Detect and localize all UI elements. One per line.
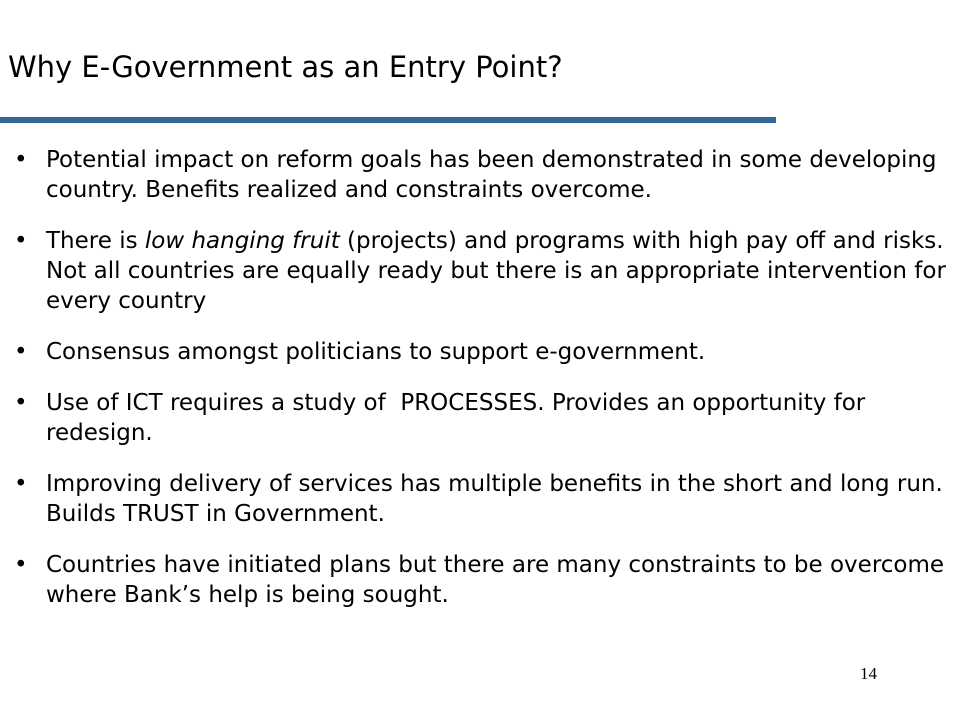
- bullet-text: Potential impact on reform goals has been demonstrated in some developing country. Benefits realized and constraints overcome.: [46, 147, 937, 203]
- bullet-text: Improving delivery of services has multiple benefits in the short and long run. Builds TRUST in Government.: [46, 471, 943, 527]
- title-underline-rule: [0, 117, 776, 123]
- bullet-item: [14, 226, 954, 316]
- bullet-text-part: There is: [46, 228, 145, 254]
- bullet-text: Consensus amongst politicians to support e-government.: [46, 339, 706, 365]
- bullet-marker: •: [14, 390, 28, 416]
- bullet-item: [14, 550, 954, 610]
- bullet-text-part: (projects) and programs with high pay off and risks. Not all countries are equally ready but there is an appropriate intervention for every country: [46, 228, 946, 314]
- bullet-marker: •: [14, 471, 28, 497]
- bullet-text: Use of ICT requires a study of PROCESSES. Provides an opportunity for redesign.: [46, 390, 873, 446]
- bullet-item: [14, 388, 954, 448]
- bullet-item: [14, 469, 954, 529]
- bullet-text-italic: low hanging fruit: [144, 228, 340, 254]
- bullet-marker: •: [14, 228, 28, 254]
- bullet-marker: •: [14, 552, 28, 578]
- bullet-text: Countries have initiated plans but there are many constraints to be overcome where Bank’s help is being sought.: [46, 552, 945, 608]
- bullet-list: [14, 145, 954, 631]
- bullet-marker: •: [14, 339, 28, 365]
- bullet-item: [14, 145, 954, 205]
- bullet-item: [14, 337, 954, 367]
- bullet-marker: •: [14, 147, 28, 173]
- bullet-text: [46, 228, 946, 314]
- page-number: 14: [860, 664, 877, 683]
- slide-title: Why E-Government as an Entry Point?: [8, 50, 563, 84]
